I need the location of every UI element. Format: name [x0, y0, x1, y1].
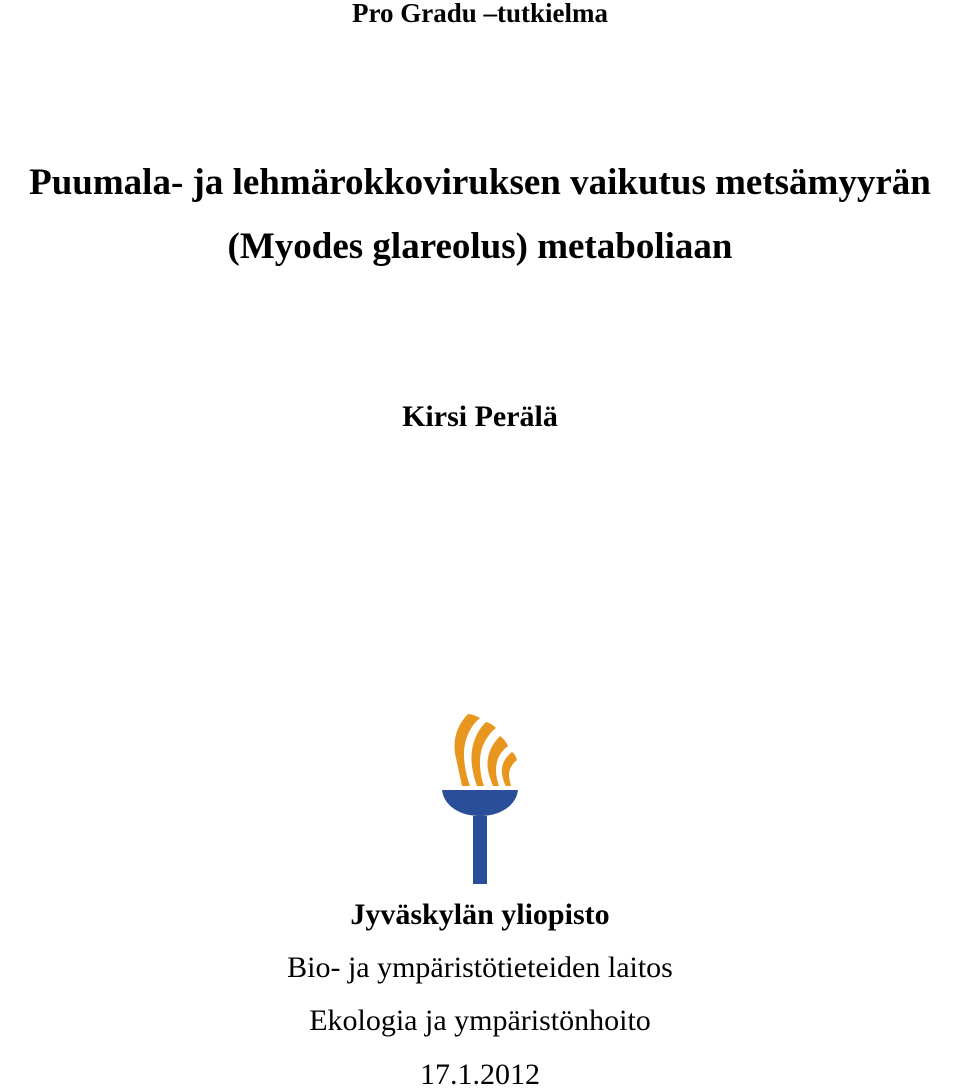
torch-handle — [473, 816, 487, 884]
author-name: Kirsi Perälä — [402, 400, 558, 433]
submission-date: 17.1.2012 — [420, 1058, 540, 1091]
university-name: Jyväskylän yliopisto — [350, 898, 610, 931]
thesis-title-line-1: Puumala- ja lehmärokkoviruksen vaikutus metsämyyrän — [29, 162, 931, 203]
torch-icon — [438, 712, 522, 884]
torch-bowl — [442, 790, 518, 816]
study-field: Ekologia ja ympäristönhoito — [309, 1004, 651, 1037]
department-name: Bio- ja ympäristötieteiden laitos — [287, 951, 673, 984]
thesis-title-line-2: (Myodes glareolus) metaboliaan — [227, 226, 733, 267]
document-type: Pro Gradu –tutkielma — [352, 0, 608, 28]
torch-flame — [455, 714, 518, 786]
